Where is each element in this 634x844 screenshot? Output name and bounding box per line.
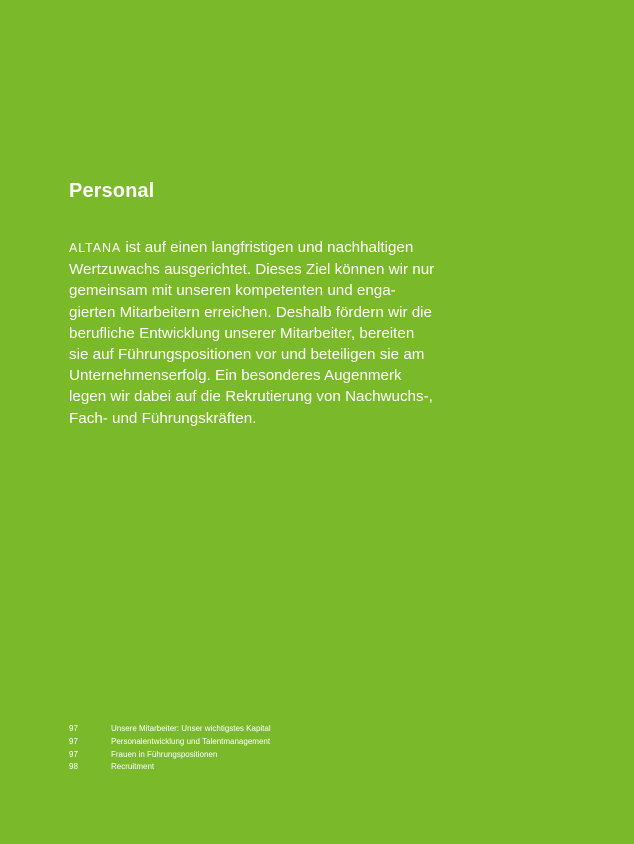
intro-line: legen wir dabei auf die Rekrutierung von Nachwuchs-,	[69, 388, 433, 406]
brand-name: ALTANA	[69, 241, 122, 255]
intro-line: gemeinsam mit unseren kompetenten und enga-	[69, 282, 396, 300]
toc-entry-title: Unsere Mitarbeiter: Unser wichtigstes Kapital	[111, 724, 271, 733]
toc-entry[interactable]	[69, 749, 271, 762]
toc-page-number: 97	[69, 724, 78, 733]
toc-entry-title: Personalentwicklung und Talentmanagement	[111, 736, 271, 746]
intro-line: gierten Mitarbeitern erreichen. Deshalb fördern wir die	[69, 303, 432, 321]
intro-line: sie auf Führungspositionen vor und beteiligen sie am	[69, 346, 425, 364]
intro-line: berufliche Entwicklung unserer Mitarbeiter, bereiten	[69, 324, 415, 342]
intro-line: Unternehmenserfolg. Ein besonderes Augenmerk	[69, 367, 402, 385]
toc-entry-title: Recruitment	[111, 762, 155, 772]
intro-line	[69, 237, 459, 259]
toc-entry[interactable]	[69, 736, 271, 749]
toc-page-number: 98	[69, 762, 78, 772]
toc-page-number: 97	[69, 736, 78, 746]
toc-entry[interactable]	[69, 761, 271, 774]
toc-entry-title: Frauen in Führungspositionen	[111, 749, 218, 759]
toc-page-number: 97	[69, 749, 78, 759]
toc-entry[interactable]	[69, 723, 271, 736]
intro-line: Fach- und Führungskräften.	[69, 409, 257, 427]
intro-line: Wertzuwachs ausgerichtet. Dieses Ziel können wir nur	[69, 261, 435, 279]
section-title: Personal	[69, 180, 155, 202]
table-of-contents	[69, 723, 271, 774]
intro-line-text: ist auf einen langfristigen und nachhaltigen	[121, 239, 414, 256]
intro-paragraph	[69, 237, 459, 429]
